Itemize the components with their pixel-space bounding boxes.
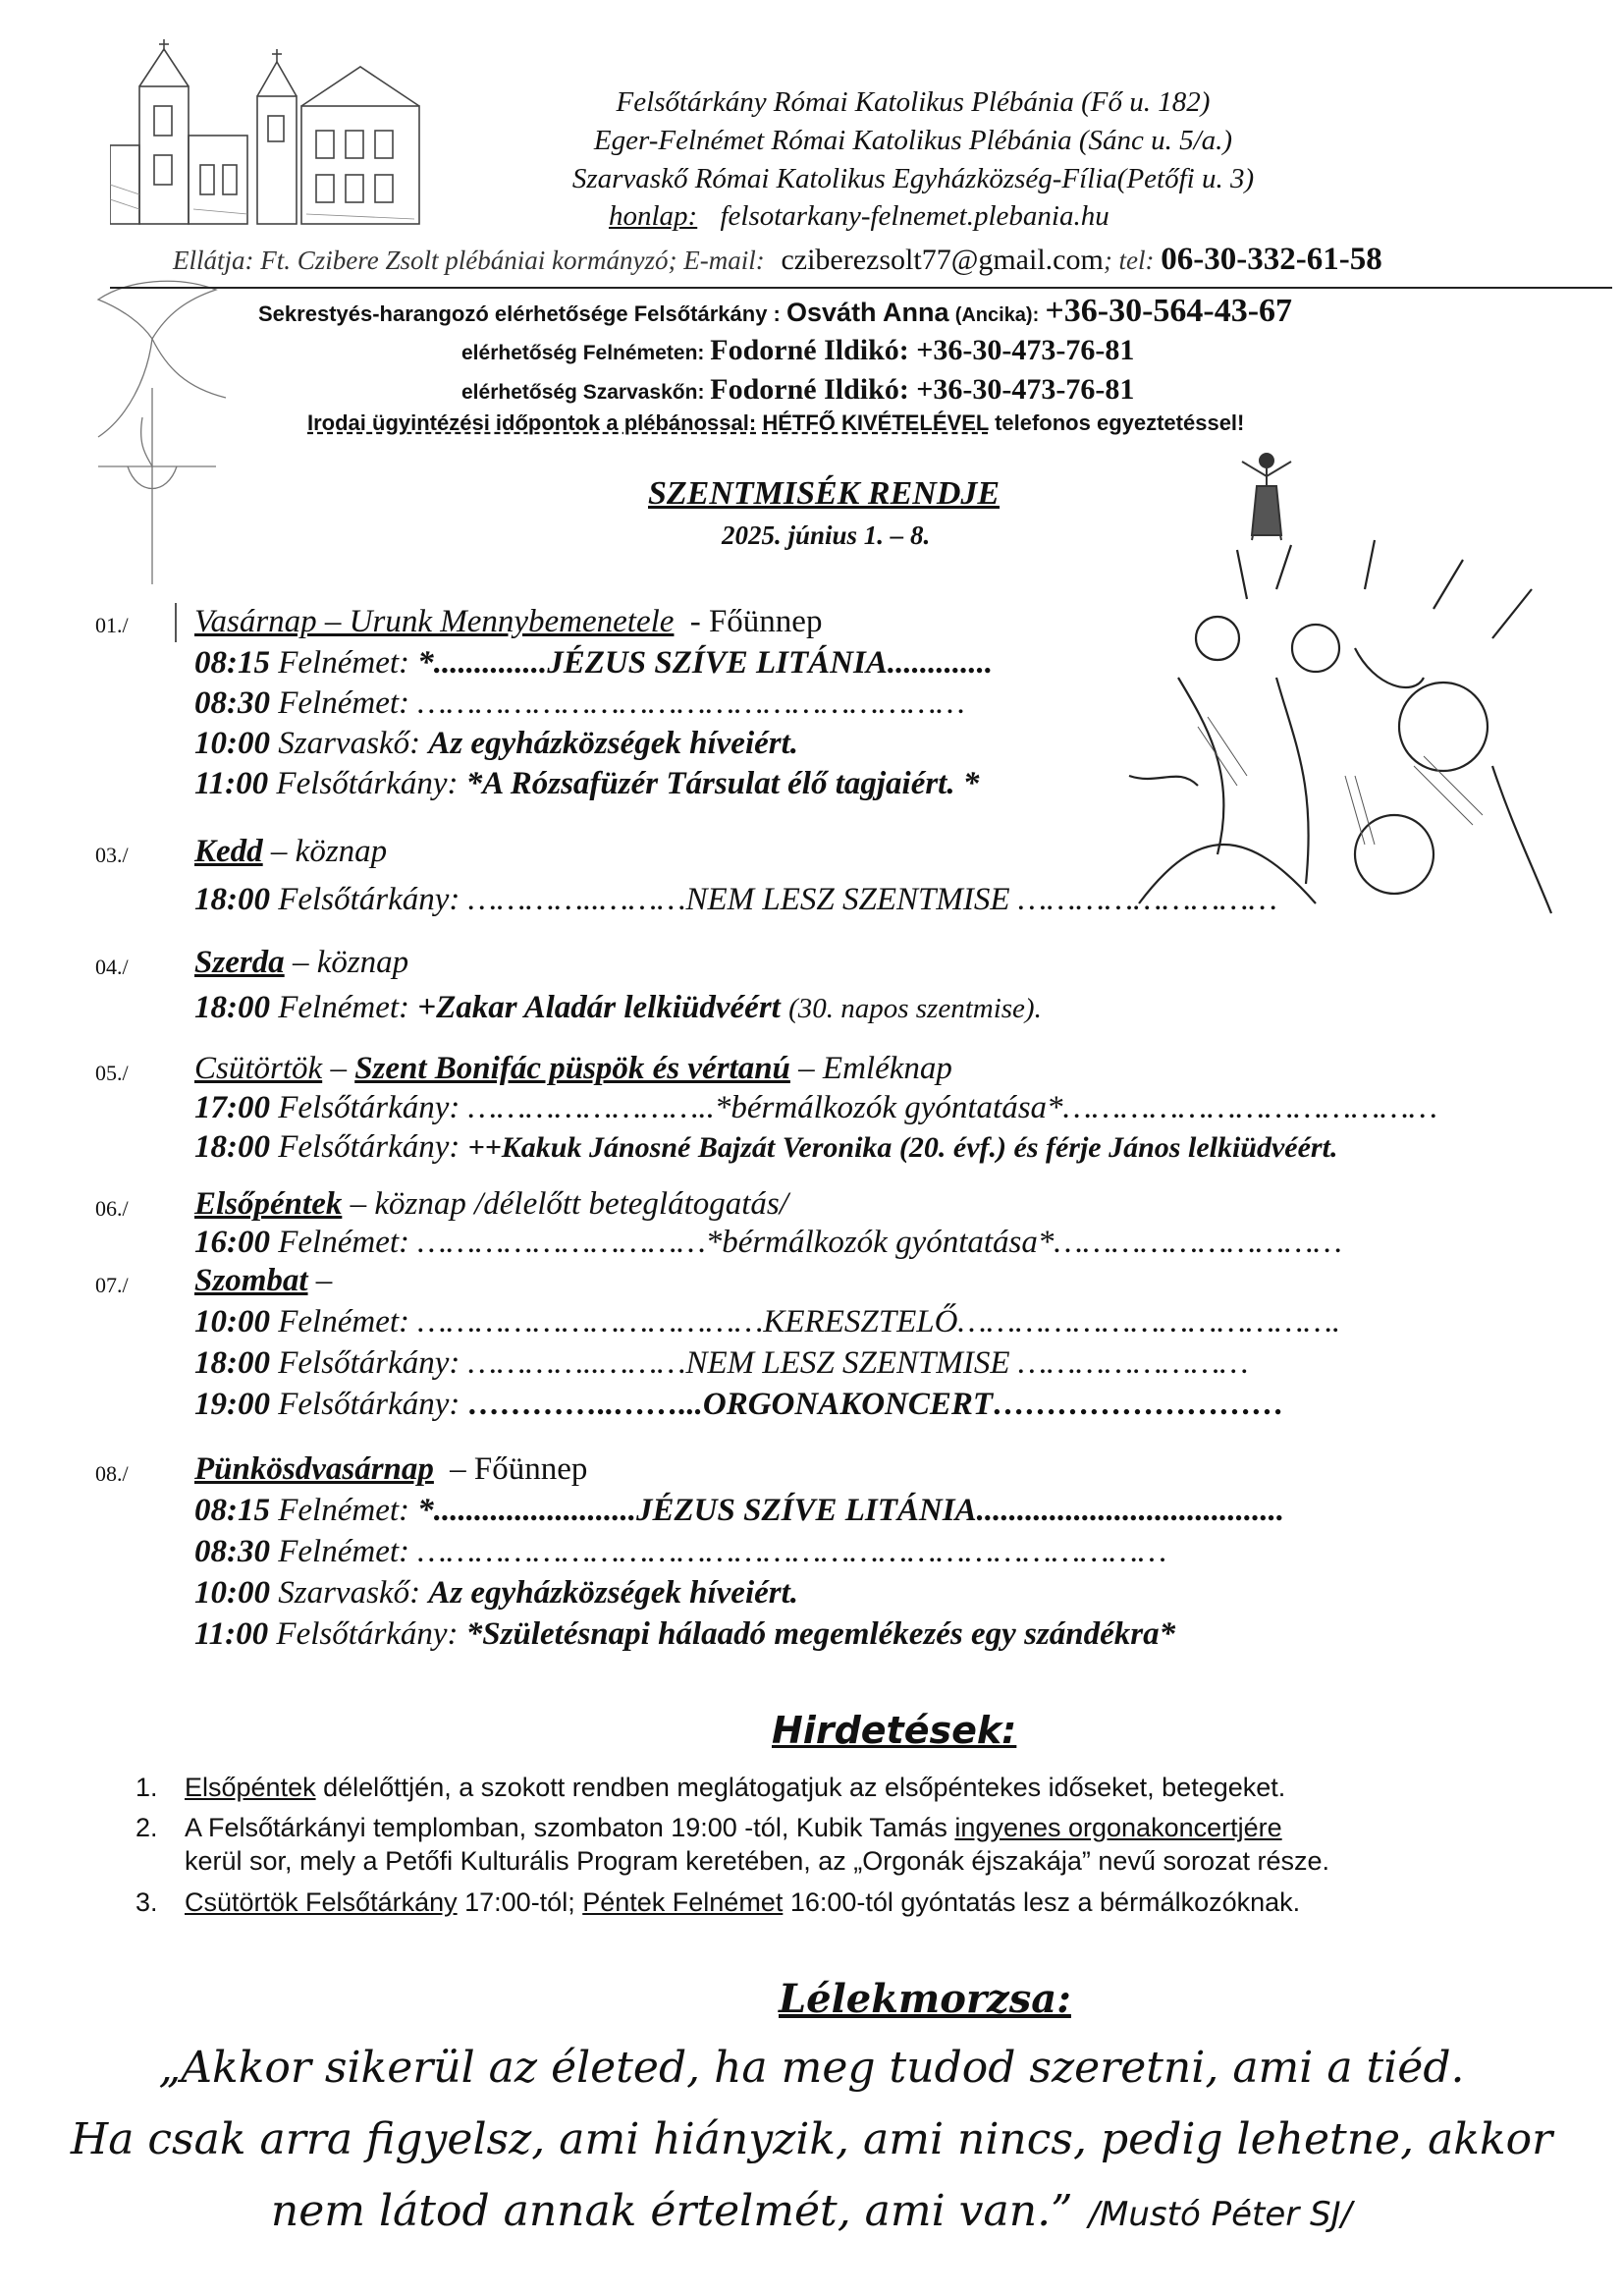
mass-row bbox=[194, 645, 993, 682]
day-name: Csütörtök bbox=[194, 1051, 323, 1086]
quote-line-3 bbox=[0, 2186, 1623, 2236]
mass-time: 18:00 bbox=[194, 1129, 270, 1165]
day-heading bbox=[194, 1263, 332, 1299]
mass-place: Felnémet: bbox=[278, 1304, 410, 1339]
mass-row bbox=[194, 1534, 1166, 1570]
day-number: 06./ bbox=[95, 1196, 129, 1221]
mass-row bbox=[194, 1575, 798, 1612]
mass-time: 10:00 bbox=[194, 1575, 270, 1611]
office-label: Irodai ügyintézési időpontok a plébánossal: bbox=[307, 410, 757, 435]
announcement-text: A Felsőtárkányi templomban, szombaton 19:00 -tól, Kubik Tamás bbox=[185, 1813, 947, 1842]
day-heading bbox=[194, 604, 822, 640]
mass-place: Felsőtárkány: bbox=[278, 1387, 460, 1422]
announcements-heading: Hirdetések: bbox=[772, 1709, 1017, 1752]
felnemet-contact bbox=[461, 334, 1134, 367]
mass-place: Felnémet: bbox=[278, 645, 410, 681]
parish-line-2: Eger-Felnémet Római Katolikus Plébánia (Sánc u. 5/a.) bbox=[593, 125, 1233, 156]
mass-place: Felsőtárkány: bbox=[278, 1129, 460, 1165]
mass-time: 08:30 bbox=[194, 685, 270, 721]
mass-row bbox=[194, 1345, 1249, 1382]
mass-place: Felsőtárkány: bbox=[276, 766, 459, 801]
announcement-number: 3. bbox=[135, 1887, 158, 1917]
announcement-highlight: ingyenes orgonakoncertjére bbox=[954, 1813, 1282, 1842]
mass-row bbox=[194, 766, 979, 802]
parish-line-1: Felsőtárkány Római Katolikus Plébánia (Fő u. 182) bbox=[616, 86, 1211, 118]
margin-mark bbox=[175, 603, 177, 642]
quote-line-1: „Akkor sikerül az életed, ha meg tudod szeretni, ami a tiéd. bbox=[158, 2043, 1465, 2093]
mass-intention: Az egyházközségek híveiért. bbox=[428, 726, 799, 761]
day-number: 01./ bbox=[95, 613, 129, 637]
announcement-3 bbox=[135, 1887, 1300, 1918]
mass-row bbox=[194, 1129, 1337, 1166]
mass-note: (30. napos szentmise). bbox=[788, 993, 1042, 1024]
schedule-dates: 2025. június 1. – 8. bbox=[722, 520, 931, 550]
quote-heading: Lélekmorzsa: bbox=[779, 1976, 1071, 2022]
mass-row bbox=[194, 726, 798, 762]
szarvasko-label: elérhetőség Szarvaskőn: bbox=[461, 381, 705, 404]
mass-intention: ………………………………………………… bbox=[417, 685, 965, 721]
homepage-link[interactable]: felsotarkany-felnemet.plebania.hu bbox=[720, 200, 1109, 232]
main-phone: 06-30-332-61-58 bbox=[1161, 242, 1382, 277]
felnemet-label: elérhetőség Felnémeten: bbox=[461, 342, 705, 364]
mass-intention: …………..……...ORGONAKONCERT……………………… bbox=[467, 1387, 1285, 1422]
announcement-text: 17:00-tól; bbox=[464, 1887, 575, 1917]
announcement-highlight: Csütörtök Felsőtárkány bbox=[185, 1887, 458, 1917]
day-name: Szombat bbox=[194, 1263, 308, 1298]
day-heading bbox=[194, 1451, 587, 1488]
announcement-text: 16:00-tól gyóntatás lesz a bérmálkozóknak. bbox=[789, 1887, 1301, 1917]
apostles-illustration bbox=[1119, 530, 1561, 923]
mass-intention: +Zakar Aladár lelkiüdvéért bbox=[417, 990, 781, 1025]
mass-row bbox=[194, 1090, 1437, 1126]
mass-place: Felnémet: bbox=[278, 1493, 410, 1528]
mass-time: 08:30 bbox=[194, 1534, 270, 1569]
day-number: 07./ bbox=[95, 1273, 129, 1297]
tel-label: ; tel: bbox=[1103, 246, 1155, 275]
mass-row bbox=[194, 1493, 1284, 1529]
day-kind: – Emléknap bbox=[798, 1051, 952, 1086]
day-name: Vasárnap – Urunk Mennybemenetele bbox=[194, 604, 675, 639]
church-illustration bbox=[110, 37, 434, 234]
announcement-highlight: Elsőpéntek bbox=[185, 1773, 316, 1802]
announcement-1 bbox=[135, 1773, 1285, 1803]
sexton-label: Sekrestyés-harangozó elérhetősége Felsőtárkány : bbox=[258, 301, 781, 326]
mass-row bbox=[194, 1387, 1284, 1423]
mass-intention: …………………………………………………………………… bbox=[417, 1534, 1167, 1569]
mass-time: 19:00 bbox=[194, 1387, 270, 1422]
sexton-phone: +36-30-564-43-67 bbox=[1045, 293, 1293, 329]
sexton-contact bbox=[258, 293, 1292, 330]
administrator-line bbox=[173, 242, 1382, 278]
szarvasko-contact bbox=[461, 373, 1134, 407]
mass-time: 10:00 bbox=[194, 726, 270, 761]
sexton-name: Osváth Anna bbox=[786, 298, 949, 327]
mass-place: Felnémet: bbox=[278, 685, 410, 721]
mass-time: 10:00 bbox=[194, 1304, 270, 1339]
mass-intention: *..............JÉZUS SZÍVE LITÁNIA............. bbox=[417, 645, 994, 681]
day-number: 03./ bbox=[95, 843, 129, 867]
mass-intention: *A Rózsafüzér Társulat élő tagjaiért. * bbox=[465, 766, 980, 801]
mass-place: Felsőtárkány: bbox=[278, 1345, 460, 1381]
mass-intention: ++Kakuk Jánosné Bajzát Veronika (20. évf.) és férje János lelkiüdvéért. bbox=[467, 1131, 1338, 1164]
quote-line-2: Ha csak arra figyelsz, ami hiányzik, ami nincs, pedig lehetne, akkor bbox=[70, 2114, 1553, 2164]
mass-time: 08:15 bbox=[194, 645, 270, 681]
mass-row bbox=[194, 1304, 1340, 1340]
quote-author: /Mustó Péter SJ/ bbox=[1088, 2195, 1353, 2234]
mass-time: 08:15 bbox=[194, 1493, 270, 1528]
mass-place: Felsőtárkány: bbox=[276, 1616, 459, 1652]
day-heading bbox=[194, 1186, 788, 1223]
mass-time: 16:00 bbox=[194, 1225, 270, 1260]
header-divider bbox=[110, 287, 1612, 289]
mass-intention: …………..………NEM LESZ SZENTMISE …………………… bbox=[467, 1345, 1249, 1381]
mass-time: 18:00 bbox=[194, 990, 270, 1025]
day-kind: – köznap bbox=[270, 834, 388, 869]
office-exception: HÉTFŐ KIVÉTELÉVEL bbox=[762, 410, 989, 435]
mass-place: Felnémet: bbox=[278, 1534, 410, 1569]
dove-cross-sketch bbox=[59, 270, 245, 604]
office-tail: telefonos egyeztetéssel! bbox=[995, 410, 1245, 435]
day-kind: – Főünnep bbox=[450, 1451, 588, 1487]
announcement-2 bbox=[135, 1813, 1282, 1843]
mass-intention: Az egyházközségek híveiért. bbox=[428, 1575, 799, 1611]
schedule-title: SZENTMISÉK RENDJE bbox=[648, 475, 1001, 512]
homepage-label: honlap: bbox=[609, 200, 698, 232]
mass-place: Felnémet: bbox=[278, 990, 410, 1025]
announcement-number: 1. bbox=[135, 1773, 158, 1802]
mass-row bbox=[194, 990, 1042, 1026]
day-kind: – köznap bbox=[292, 945, 409, 980]
mass-intention: ………………………………KERESZTELŐ…………………………………. bbox=[417, 1304, 1341, 1339]
mass-time: 11:00 bbox=[194, 766, 269, 801]
day-number: 08./ bbox=[95, 1461, 129, 1486]
day-feast: Szent Bonifác püspök és vértanú bbox=[354, 1051, 790, 1086]
announcement-highlight: Péntek Felnémet bbox=[582, 1887, 784, 1917]
day-heading: Csütörtök – Szent Bonifác püspök és vértanú – Emléknap bbox=[194, 1051, 952, 1086]
sexton-nickname: (Ancika): bbox=[954, 304, 1040, 326]
mass-place: Felsőtárkány: bbox=[278, 882, 460, 917]
mass-place: Felsőtárkány: bbox=[278, 1090, 460, 1125]
day-name: Kedd bbox=[194, 834, 263, 869]
mass-place: Szarvaskő: bbox=[278, 726, 421, 761]
parish-line-3: Szarvaskő Római Katolikus Egyházközség-Fília(Petőfi u. 3) bbox=[571, 163, 1255, 194]
quote-text: nem látod annak értelmét, ami van.” bbox=[270, 2186, 1073, 2236]
day-name: Elsőpéntek bbox=[194, 1186, 343, 1222]
mass-time: 18:00 bbox=[194, 882, 270, 917]
homepage-line bbox=[609, 200, 1109, 233]
announcement-number: 2. bbox=[135, 1813, 158, 1842]
administrator-text: Ellátja: Ft. Czibere Zsolt plébániai kormányzó; E-mail: bbox=[173, 246, 765, 275]
day-name: Szerda bbox=[194, 945, 285, 980]
mass-row bbox=[194, 882, 1277, 918]
mass-intention: *Születésnapi hálaadó megemlékezés egy szándékra* bbox=[465, 1616, 1176, 1652]
office-hours bbox=[307, 410, 1244, 436]
mass-time: 11:00 bbox=[194, 1616, 269, 1652]
mass-place: Szarvaskő: bbox=[278, 1575, 421, 1611]
email-link[interactable]: cziberezsolt77@gmail.com bbox=[781, 244, 1104, 276]
mass-time: 17:00 bbox=[194, 1090, 270, 1125]
day-heading bbox=[194, 945, 408, 981]
day-name: Pünkösdvasárnap bbox=[194, 1451, 434, 1487]
day-kind: - Főünnep bbox=[689, 604, 823, 639]
szarvasko-value: Fodorné Ildikó: +36-30-473-76-81 bbox=[710, 373, 1135, 406]
day-kind: – bbox=[315, 1263, 333, 1298]
mass-row bbox=[194, 685, 965, 722]
mass-time: 18:00 bbox=[194, 1345, 270, 1381]
mass-row bbox=[194, 1225, 1342, 1261]
day-heading bbox=[194, 834, 387, 870]
mass-intention: *.........................JÉZUS SZÍVE LITÁNIA...................................... bbox=[417, 1493, 1285, 1528]
announcement-2-cont: kerül sor, mely a Petőfi Kulturális Program keretében, az „Orgonák éjszakája” nevű sorozat része. bbox=[185, 1846, 1330, 1876]
day-kind: – köznap /délelőtt beteglátogatás/ bbox=[350, 1186, 788, 1222]
mass-intention: ……………………..*bérmálkozók gyóntatása*………………………………… bbox=[467, 1090, 1437, 1125]
mass-place: Felnémet: bbox=[278, 1225, 410, 1260]
day-number: 05./ bbox=[95, 1061, 129, 1085]
announcement-text: délelőttjén, a szokott rendben meglátogatjuk az elsőpéntekes időseket, betegeket. bbox=[323, 1773, 1286, 1802]
felnemet-value: Fodorné Ildikó: +36-30-473-76-81 bbox=[710, 334, 1135, 366]
day-number: 04./ bbox=[95, 955, 129, 979]
mass-intention: …………..………NEM LESZ SZENTMISE ……………………… bbox=[467, 882, 1277, 917]
mass-row bbox=[194, 1616, 1175, 1653]
mass-intention: …………………………*bérmálkozók gyóntatása*………………………… bbox=[417, 1225, 1342, 1260]
